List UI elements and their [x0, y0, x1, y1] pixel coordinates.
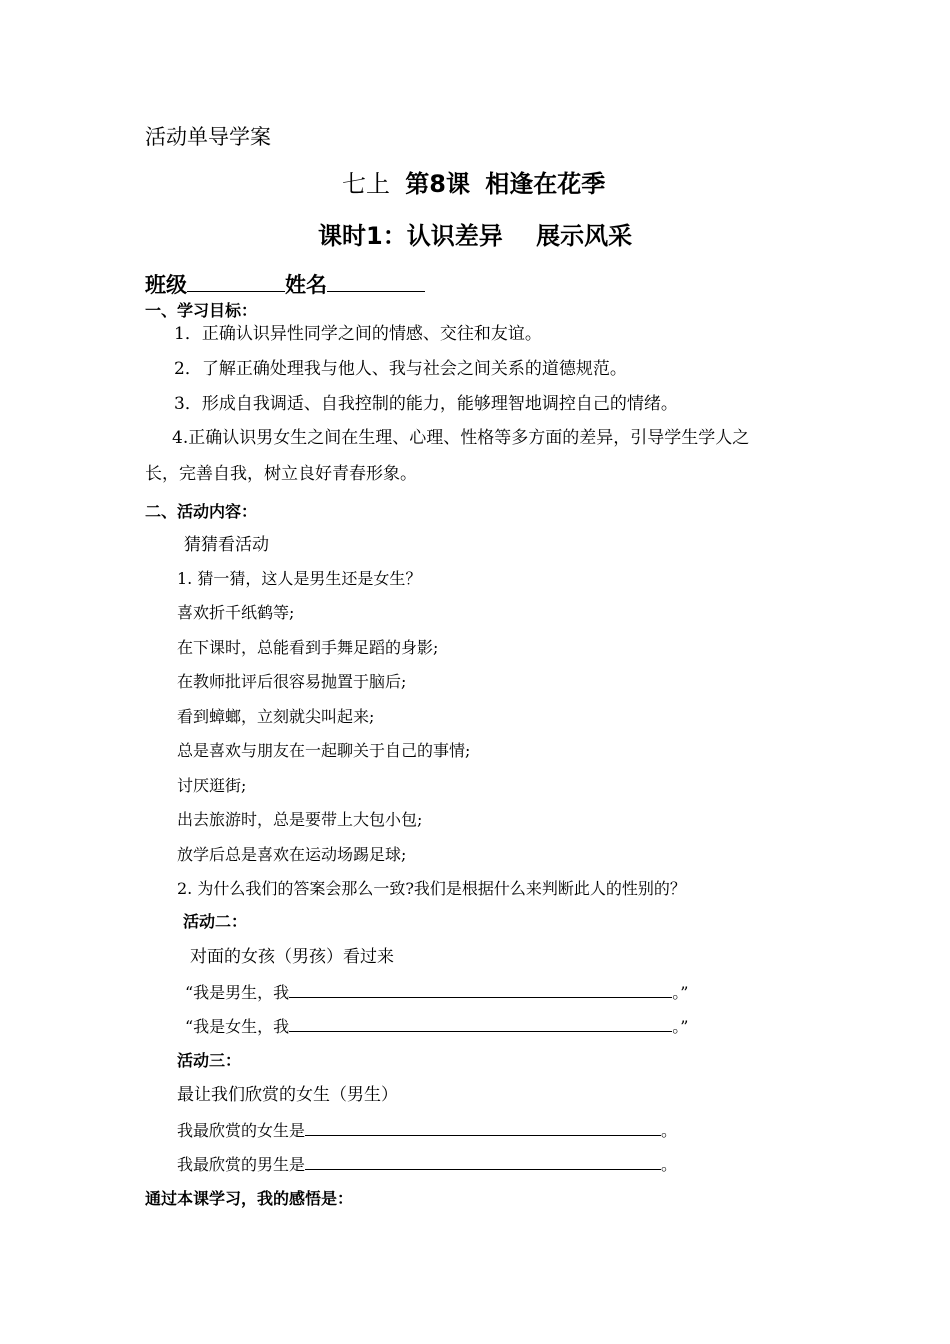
- period: 。: [661, 1121, 678, 1140]
- admire-girl-sentence: [177, 1123, 677, 1139]
- period: 。: [661, 1155, 678, 1174]
- goal-item: 4.正确认识男女生之间在生理、心理、性格等多方面的差异，引导学生学人之: [172, 428, 750, 448]
- admire-girl-blank[interactable]: [305, 1135, 661, 1136]
- boy-prefix: “我是男生，我: [185, 983, 290, 1002]
- goal-item: 3．形成自我调适、自我控制的能力，能够理智地调控自己的情绪。: [174, 394, 678, 414]
- clue-item: 讨厌逛街;: [177, 776, 247, 795]
- boy-blank[interactable]: [289, 997, 672, 998]
- admire-boy-blank[interactable]: [305, 1169, 661, 1170]
- section1-heading: 一、学习目标：: [145, 301, 258, 320]
- admire-boy-sentence: [177, 1157, 677, 1173]
- question-1: 1. 猜一猜，这人是男生还是女生？: [177, 569, 422, 588]
- title-lesson: 第8课: [405, 170, 470, 198]
- clue-item: 在下课时，总能看到手舞足蹈的身影;: [177, 638, 439, 657]
- activity2-title: 对面的女孩（男孩）看过来: [190, 947, 394, 967]
- clue-item: 放学后总是喜欢在运动场踢足球;: [177, 845, 407, 864]
- admire-boy-prefix: 我最欣赏的男生是: [177, 1155, 306, 1174]
- goal-item: 1．正确认识异性同学之间的情感、交往和友谊。: [174, 324, 542, 344]
- activity1-title: 猜猜看活动: [184, 535, 269, 555]
- clue-item: 出去旅游时，总是要带上大包小包;: [177, 810, 423, 829]
- title-name: 相逢在花季: [485, 170, 606, 198]
- girl-prefix: “我是女生，我: [185, 1017, 290, 1036]
- subtitle: 课时1：认识差异 展示风采: [318, 222, 633, 250]
- clue-item: 总是喜欢与朋友在一起聊关于自己的事情;: [177, 741, 471, 760]
- goal-item: 长，完善自我，树立良好青春形象。: [145, 464, 417, 484]
- class-name-row: [145, 275, 425, 296]
- class-blank[interactable]: [187, 291, 285, 292]
- girl-sentence: [185, 1019, 688, 1035]
- quote-end: 。”: [672, 1017, 689, 1036]
- clue-item: 看到蟑螂，立刻就尖叫起来;: [177, 707, 375, 726]
- girl-blank[interactable]: [289, 1031, 672, 1032]
- activity3-heading: 活动三：: [177, 1051, 242, 1070]
- header-label: 活动单导学案: [145, 125, 271, 149]
- page-title: [342, 172, 605, 196]
- activity3-title: 最让我们欣赏的女生（男生）: [177, 1085, 398, 1105]
- clue-item: 喜欢折千纸鹤等;: [177, 603, 295, 622]
- question-2: 2. 为什么我们的答案会那么一致?我们是根据什么来判断此人的性别的？: [177, 879, 686, 898]
- boy-sentence: [185, 985, 688, 1001]
- name-label: 姓名: [285, 273, 327, 297]
- activity2-heading: 活动二：: [183, 912, 248, 931]
- quote-end: 。”: [672, 983, 689, 1002]
- name-blank[interactable]: [327, 291, 425, 292]
- title-prefix: 七上: [342, 170, 390, 198]
- admire-girl-prefix: 我最欣赏的女生是: [177, 1121, 306, 1140]
- goal-item: 2．了解正确处理我与他人、我与社会之间关系的道德规范。: [174, 359, 627, 379]
- clue-item: 在教师批评后很容易抛置于脑后;: [177, 672, 407, 691]
- section2-heading: 二、活动内容：: [145, 502, 258, 521]
- reflection-prompt: 通过本课学习，我的感悟是：: [145, 1189, 354, 1208]
- class-label: 班级: [145, 273, 187, 297]
